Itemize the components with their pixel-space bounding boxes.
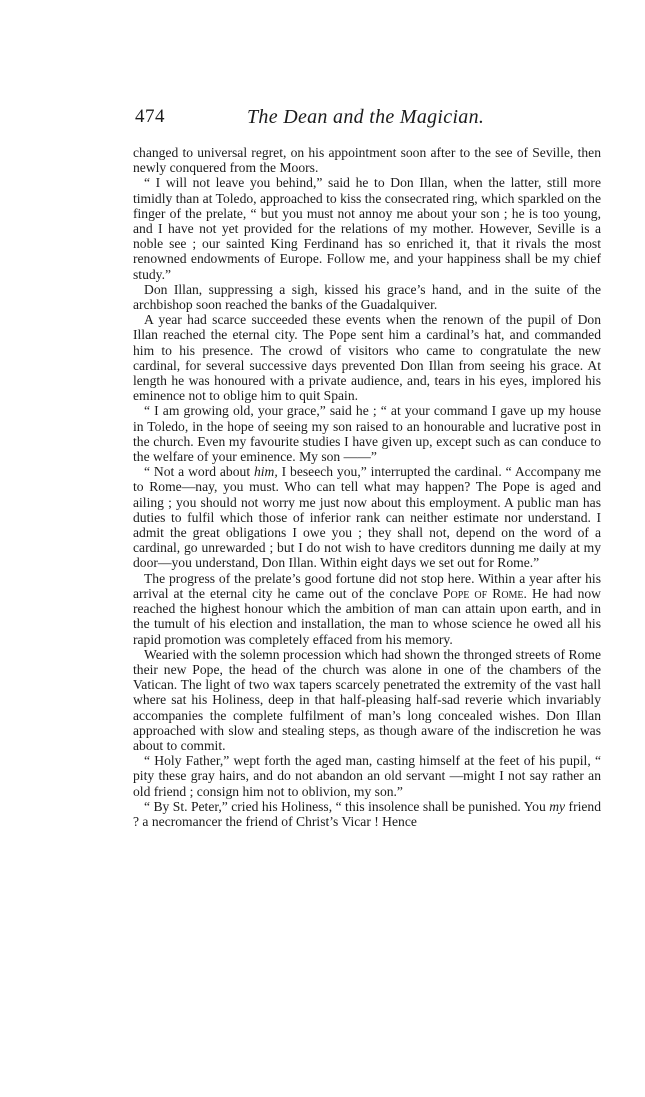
paragraph: Wearied with the solemn procession which had shown the thronged streets of Rome their new Pope, the head of the church was alone in one of the chambers of the Vatican. The light of two wax tapers scarcely penetrated the extremity of the vast hall where sat his Holiness, deep in that half-pleasing half-sad reverie which invariably accompanies the complete fulfilment of man’s long concealed wishes. Don Illan approached with slow and stealing steps, as though aware of the indiscretion he was about to commit. <box>133 646 601 753</box>
paragraph-text: The progress of the prelate’s good fortune did not stop here. Within a year after his arrival at the eternal city he came out of the conclave <box>133 570 601 601</box>
page-header <box>135 106 600 136</box>
paragraph-text: friend ? a necromancer the friend of Christ’s Vicar ! Hence <box>133 798 601 829</box>
paragraph <box>133 799 601 829</box>
paragraph: A year had scarce succeeded these events when the renown of the pupil of Don Illan reached the eternal city. The Pope sent him a cardinal’s hat, and commanded him to his presence. The crowd of visitors who came to congratulate the new cardinal, for several successive days prevented Don Illan from seeing his grace. At length he was honoured with a private audience, and, tears in his eyes, implored his eminence not to oblige him to quit Spain. <box>133 312 601 404</box>
emphasis-text: my <box>549 798 566 814</box>
emphasis-text: him, <box>253 464 278 480</box>
small-caps-text: Pope of Rome. <box>442 585 527 601</box>
paragraph <box>133 571 601 647</box>
running-title: The Dean and the Magician. <box>247 106 485 128</box>
paragraph: “ I will not leave you behind,” said he to Don Illan, when the latter, still more timidly than at Toledo, approached to kiss the consecrated ring, which sparkled on the finger of the prelate, “ but you must not annoy me about your son ; he is too young, and I have not yet provided for the relations of my mother. However, Seville is a noble see ; our sainted King Ferdinand has so enriched it, that it rivals the most renowned endowments of Europe. Follow me, and your happiness shall be my chief study.” <box>133 175 601 282</box>
paragraph-text: He had now reached the highest honour which the ambition of man can attain upon earth, and in the tumult of his election and installation, the man to whose science he owed all his rapid promotion was completely effaced from his memory. <box>133 585 601 647</box>
paragraph: “ I am growing old, your grace,” said he ; “ at your command I gave up my house in Toledo, in the hope of seeing my son raised to an honourable and lucrative post in the church. Even my favourite studies I have given up, except such as can conduce to the welfare of your eminence. My son ——” <box>133 403 601 465</box>
paragraph <box>133 464 601 570</box>
body-text <box>133 145 601 829</box>
paragraph: changed to universal regret, on his appointment soon after to the see of Seville, then newly conquered from the Moors. <box>133 145 601 176</box>
paragraph-text: I beseech you,” interrupted the cardinal. “ Accompany me to Rome—nay, you must. Who can tell what may happen? The Pope is aged and ailing ; you should not worry me just now about this employment. A public man has duties to fulfil which those of inferior rank can neither estimate nor understand. I admit the great obligations I owe you ; they shall not, depend on the word of a cardinal, go unrewarded ; but I do not wish to have creditors dunning me daily at my door—you understand, Don Illan. Within eight days we set out for Rome.” <box>133 464 601 571</box>
paragraph: “ Holy Father,” wept forth the aged man, casting himself at the feet of his pupil, “ pity these gray hairs, and do not abandon an old servant —might I not say rather an old friend ; consign him not to oblivion, my son.” <box>133 753 601 799</box>
page-number: 474 <box>135 106 165 127</box>
paragraph-text: “ Not a word about <box>144 464 254 480</box>
paragraph-text: “ By St. Peter,” cried his Holiness, “ this insolence shall be punished. You <box>144 798 550 814</box>
paragraph: Don Illan, suppressing a sigh, kissed his grace’s hand, and in the suite of the archbishop soon reached the banks of the Guadalquiver. <box>133 281 601 313</box>
